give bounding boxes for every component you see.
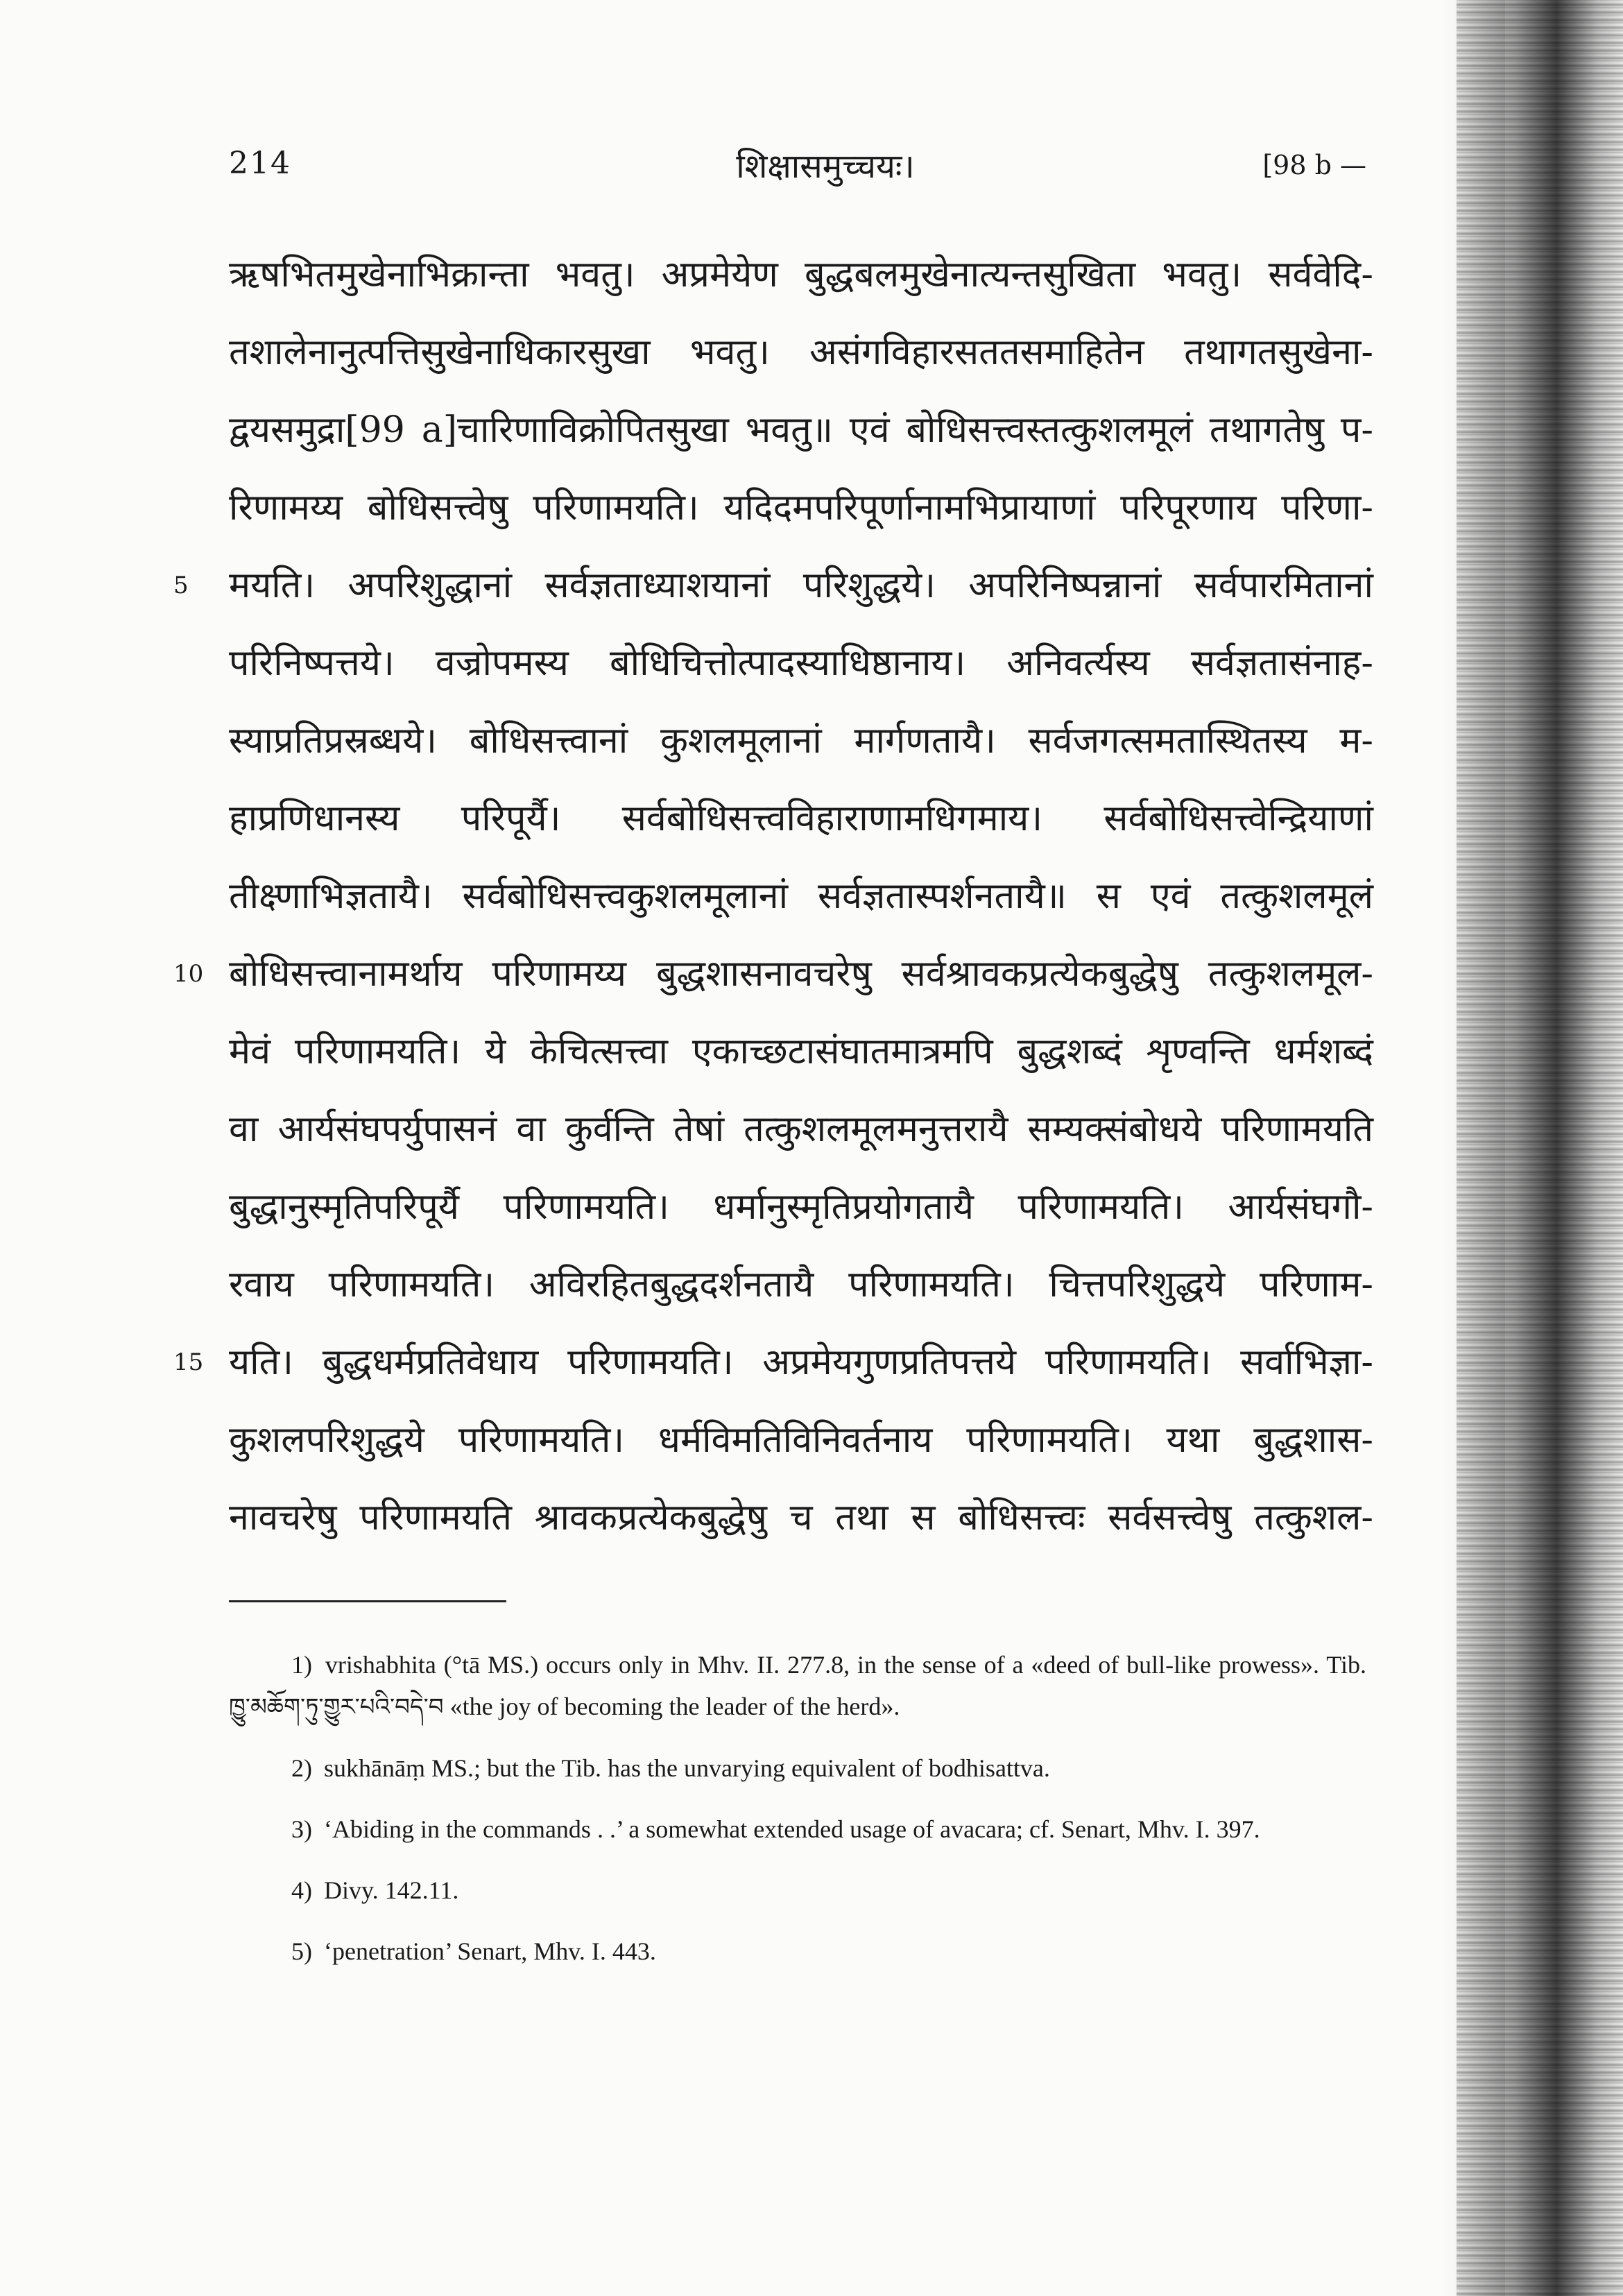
line-text: वा आर्यसंघपर्युपासनं वा कुर्वन्ति तेषां तत्कुशलमूलमनुत्तरायै सम्यक्संबोधये परिणामयति (229, 1108, 1373, 1150)
running-title: शिक्षासमुच्चयः। (736, 147, 915, 186)
text-line (173, 1246, 1380, 1323)
text-line (173, 314, 1380, 391)
text-line (173, 1013, 1380, 1090)
text-line (173, 857, 1380, 935)
footnote-text-continued: «the joy of becoming the leader of the herd». (449, 1693, 900, 1720)
line-text: स्याप्रतिप्रस्रब्धये। बोधिसत्त्वानां कुशलमूलानां मार्गणतायै। सर्वजगत्समतास्थितस्य म- (229, 720, 1373, 762)
line-text: ऋषभितमुखेनाभिक्रान्ता भवतु। अप्रमेयेण बुद्धबलमुखेनात्यन्तसुखिता भवतु। सर्ववेदि- (229, 254, 1373, 295)
text-line (173, 624, 1380, 702)
tibetan-text: ཁྱུ་མཆོག་ཏུ་གྱུར་པའི་བདེ་བ (229, 1693, 444, 1721)
text-line (173, 702, 1380, 780)
line-text: मयति। अपरिशुद्धानां सर्वज्ञताध्याशयानां परिशुद्धये। अपरिनिष्पन्नानां सर्वपारमितानां (229, 565, 1373, 606)
text-line (173, 1401, 1380, 1479)
footnote-number: 3) (291, 1815, 312, 1843)
text-line (173, 1090, 1380, 1168)
footnote-number: 1) (291, 1651, 312, 1679)
footnote-3 (229, 1808, 1366, 1850)
running-head (229, 139, 1366, 194)
line-text: तशालेनानुत्पत्तिसुखेनाधिकारसुखा भवतु। असंगविहारसततसमाहितेन तथागतसुखेना- (229, 332, 1373, 373)
line-text: बोधिसत्त्वानामर्थाय परिणामय्य बुद्धशासनावचरेषु सर्वश्रावकप्रत्येकबुद्धेषु तत्कुशलमूल- (229, 953, 1373, 995)
footnote-number: 2) (291, 1754, 312, 1782)
page-number: 214 (229, 146, 291, 181)
text-line (173, 1168, 1380, 1246)
scan-edge-shadow (1457, 0, 1623, 2296)
line-text: कुशलपरिशुद्धये परिणामयति। धर्मविमतिविनिवर्तनाय परिणामयति। यथा बुद्धशास- (229, 1419, 1373, 1461)
footnote-number: 4) (291, 1876, 312, 1904)
line-text: मेवं परिणामयति। ये केचित्सत्त्वा एकाच्छटासंघातमात्रमपि बुद्धशब्दं शृण्वन्ति धर्मशब्दं (229, 1031, 1373, 1072)
footnote-text: vrishabhita (°tā MS.) occurs only in Mhv. II. 277.8, in the sense of a «deed of bull-like prowess». Tib. (325, 1651, 1367, 1679)
line-text: नावचरेषु परिणामयति श्रावकप्रत्येकबुद्धेषु च तथा स बोधिसत्त्वः सर्वसत्त्वेषु तत्कुशल- (229, 1497, 1373, 1539)
line-text: हाप्रणिधानस्य परिपूर्यै। सर्वबोधिसत्त्वविहाराणामधिगमाय। सर्वबोधिसत्त्वेन्द्रियाणां (229, 798, 1373, 839)
folio-reference: [98 b — (1262, 150, 1366, 180)
footnote-4 (229, 1869, 1366, 1911)
line-text: रिणामय्य बोधिसत्त्वेषु परिणामयति। यदिदमपरिपूर्णानामभिप्रायाणां परिपूरणाय परिणा- (229, 487, 1373, 529)
text-line (173, 236, 1380, 314)
footnote-2 (229, 1747, 1366, 1789)
line-text: परिनिष्पत्तये। वज्रोपमस्य बोधिचित्तोत्पादस्याधिष्ठानाय। अनिवर्त्यस्य सर्वज्ञतासंनाह- (229, 642, 1373, 684)
main-text (173, 236, 1380, 1557)
footnote-text: ‘Abiding in the commands . .’ a somewhat extended usage of avacara; cf. Senart, Mhv. I. 397. (324, 1815, 1260, 1843)
footnotes (229, 1644, 1366, 1991)
line-text: बुद्धानुस्मृतिपरिपूर्यै परिणामयति। धर्मानुस्मृतिप्रयोगतायै परिणामयति। आर्यसंघगौ- (229, 1186, 1373, 1228)
footnote-rule (229, 1600, 506, 1602)
text-line (173, 1479, 1380, 1557)
text-line (173, 469, 1380, 547)
text-line (173, 935, 1380, 1013)
footnote-1 (229, 1644, 1366, 1728)
footnote-text: Divy. 142.11. (324, 1876, 459, 1904)
footnote-text: ‘penetration’ Senart, Mhv. I. 443. (324, 1937, 656, 1965)
text-line (173, 1323, 1380, 1401)
text-line (173, 391, 1380, 469)
text-line (173, 547, 1380, 624)
footnote-text: sukhānāṃ MS.; but the Tib. has the unvarying equivalent of bodhisattva. (324, 1754, 1050, 1782)
line-number: 15 (173, 1348, 204, 1376)
line-text: यति। बुद्धधर्मप्रतिवेधाय परिणामयति। अप्रमेयगुणप्रतिपत्तये परिणामयति। सर्वाभिज्ञा- (229, 1342, 1373, 1383)
line-text: द्वयसमुद्रा[99 a]चारिणाविक्रोपितसुखा भवतु॥ एवं बोधिसत्त्वस्तत्कुशलमूलं तथागतेषु प- (229, 409, 1373, 451)
line-text: रवाय परिणामयति। अविरहितबुद्धदर्शनतायै परिणामयति। चित्तपरिशुद्धये परिणाम- (229, 1264, 1373, 1305)
line-number: 10 (173, 960, 204, 988)
text-line (173, 780, 1380, 857)
footnote-number: 5) (291, 1937, 312, 1965)
line-number: 5 (173, 572, 189, 599)
line-text: तीक्ष्णाभिज्ञतायै। सर्वबोधिसत्त्वकुशलमूलानां सर्वज्ञतास्पर्शनतायै॥ स एवं तत्कुशलमूलं (229, 875, 1373, 917)
footnote-5 (229, 1930, 1366, 1972)
